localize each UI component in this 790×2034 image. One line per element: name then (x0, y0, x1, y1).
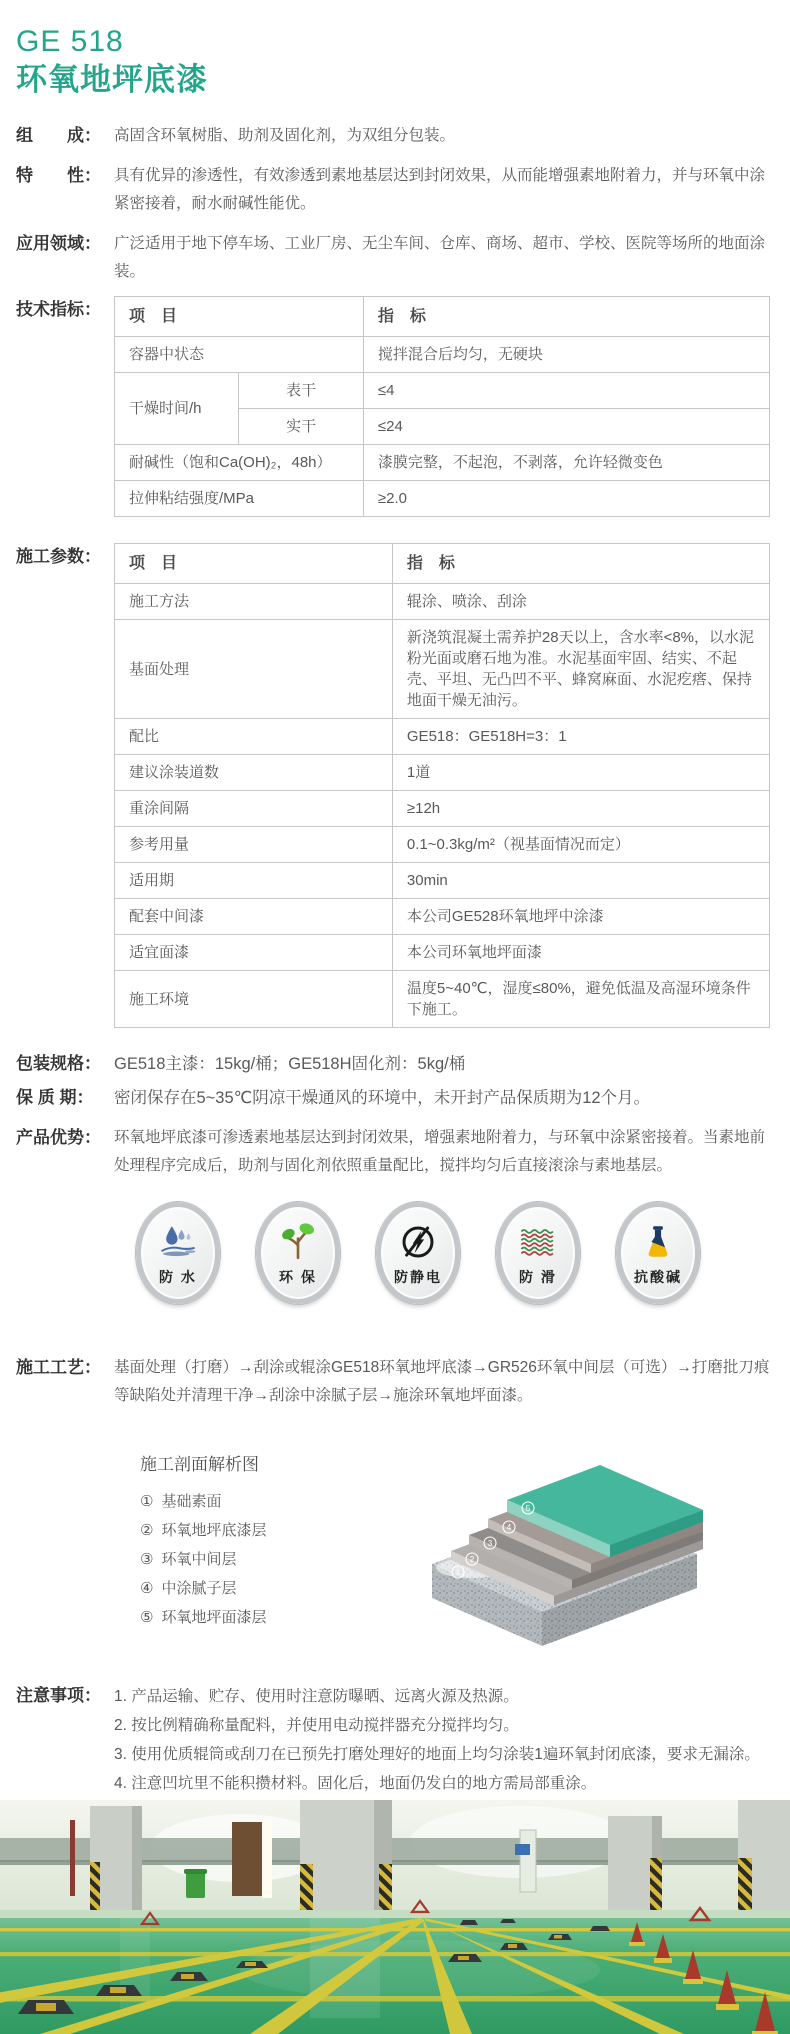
cell-spec: ≥2.0 (363, 481, 769, 517)
layer-number: ④ (140, 1580, 154, 1597)
table-row (115, 373, 770, 409)
table-row (115, 827, 770, 863)
cell-spec: ≥12h (392, 791, 769, 827)
badge-waterproof (136, 1202, 220, 1304)
cell-item: 配套中间漆 (115, 899, 393, 935)
table-row (115, 584, 770, 620)
cell-spec: GE518：GE518H=3：1 (392, 719, 769, 755)
badge-label: 抗酸碱 (634, 1269, 682, 1285)
construction-params-table (114, 543, 770, 1028)
shelf-life-label: 保 质 期： (16, 1088, 94, 1107)
page-title: 环氧地坪底漆 (16, 62, 208, 97)
list-item: 1. 产品运输、贮存、使用时注意防曝晒、远离火源及热源。 (114, 1688, 519, 1705)
table-row (115, 791, 770, 827)
cell-sub-item: 实干 (239, 409, 363, 445)
layer-label: 中涂腻子层 (161, 1580, 237, 1597)
anti-static-icon (397, 1221, 439, 1263)
applications-text: 广泛适用于地下停车场、工业厂房、无尘车间、仓库、商场、超市、学校、医院等场所的地面涂装。 (114, 235, 766, 280)
layer-number: ② (140, 1522, 154, 1539)
cell-item: 施工环境 (115, 971, 393, 1028)
layer-label: 环氧中间层 (161, 1551, 237, 1568)
layer-label: 基础素面 (161, 1493, 222, 1510)
marker-5: 5 (525, 1504, 531, 1513)
list-item (140, 1545, 350, 1574)
table-row (115, 935, 770, 971)
shelf-life-text: 密闭保存在5~35℃阴凉干燥通风的环境中，未开封产品保质期为12个月。 (114, 1089, 651, 1107)
layer-number: ① (140, 1493, 154, 1510)
layer-number: ⑤ (140, 1609, 154, 1626)
cell-item: 适用期 (115, 863, 393, 899)
cell-item: 耐碱性（饱和Ca(OH)₂，48h） (115, 445, 364, 481)
cell-item: 参考用量 (115, 827, 393, 863)
col-header-spec: 指 标 (363, 297, 769, 337)
cell-item: 基面处理 (115, 620, 393, 719)
floor-layers-diagram (414, 1456, 714, 1646)
advantages-label: 产品优势： (16, 1128, 101, 1147)
applications-label: 应用领域： (16, 234, 101, 253)
cell-spec: 漆膜完整，不起泡，不剥落，允许轻微变色 (363, 445, 769, 481)
tech-specs-table (114, 296, 770, 517)
construction-params-label: 施工参数： (16, 547, 101, 566)
packaging-text: GE518主漆：15kg/桶；GE518H固化剂：5kg/桶 (114, 1055, 466, 1073)
cell-item: 拉伸粘结强度/MPa (115, 481, 364, 517)
layer-label: 环氧地坪面漆层 (161, 1609, 267, 1626)
table-row (115, 481, 770, 517)
section-packaging (0, 1050, 790, 1078)
table-row (115, 297, 770, 337)
cell-item: 配比 (115, 719, 393, 755)
layer-number: ③ (140, 1551, 154, 1568)
cell-spec: 1道 (392, 755, 769, 791)
section-tech-specs (0, 296, 790, 517)
features-label: 特 性： (16, 166, 101, 185)
composition-text: 高固含环氧树脂、助剂及固化剂，为双组分包装。 (114, 127, 456, 144)
table-row (115, 863, 770, 899)
cell-spec: ≤24 (363, 409, 769, 445)
table-row (115, 719, 770, 755)
cell-spec: 30min (392, 863, 769, 899)
badge-label: 防静电 (394, 1269, 442, 1285)
table-row (115, 755, 770, 791)
cell-spec: 本公司环氧地坪面漆 (392, 935, 769, 971)
section-features (0, 162, 790, 218)
section-notes (0, 1682, 790, 1798)
table-row (115, 337, 770, 373)
product-model: GE 518 (16, 25, 124, 58)
list-item (140, 1603, 350, 1632)
parking-garage-photo (0, 1800, 790, 2034)
cell-item: 容器中状态 (115, 337, 364, 373)
cell-spec: ≤4 (363, 373, 769, 409)
tech-specs-label: 技术指标： (16, 300, 101, 319)
badge-anti-slip (496, 1202, 580, 1304)
cell-item: 适宜面漆 (115, 935, 393, 971)
composition-label: 组 成： (16, 126, 101, 145)
cell-spec: 0.1~0.3kg/m²（视基面情况而定） (392, 827, 769, 863)
table-row (115, 544, 770, 584)
anti-slip-waves-icon (517, 1221, 559, 1263)
section-process (0, 1354, 790, 1410)
list-item (140, 1574, 350, 1603)
cell-item: 建议涂装道数 (115, 755, 393, 791)
table-row (115, 620, 770, 719)
section-construction-params (0, 543, 790, 1028)
header (0, 0, 790, 100)
cell-item: 施工方法 (115, 584, 393, 620)
cell-spec: 辊涂、喷涂、刮涂 (392, 584, 769, 620)
badge-label: 防 滑 (519, 1269, 557, 1285)
layer-list (140, 1450, 350, 1632)
notes-label: 注意事项： (16, 1686, 101, 1705)
cell-spec: 温度5~40℃，湿度≤80%，避免低温及高湿环境条件下施工。 (392, 971, 769, 1028)
list-item: 3. 使用优质辊筒或刮刀在已预先打磨处理好的地面上均匀涂装1遍环氧封闭底漆，要求无漏涂。 (114, 1746, 760, 1763)
table-row (115, 445, 770, 481)
section-composition (0, 122, 790, 150)
marker-3: 3 (487, 1539, 493, 1548)
cell-item: 重涂间隔 (115, 791, 393, 827)
cell-item: 干燥时间/h (115, 373, 239, 445)
badge-acid-alkali (616, 1202, 700, 1304)
cell-spec: 新浇筑混凝土需养护28天以上，含水率<8%，以水泥粉光面或磨石地为准。水泥基面牢固、结实、不起壳、平坦、无凸凹不平、蜂窝麻面、水泥疙瘩、保持地面干燥无油污。 (392, 620, 769, 719)
section-advantages (0, 1124, 790, 1180)
section-shelf-life (0, 1084, 790, 1112)
process-text: 基面处理（打磨）→刮涂或辊涂GE518环氧地坪底漆→GR526环氧中间层（可选）→打磨批刀痕等缺陷处并清理干净→刮涂中涂腻子层→施涂环氧地坪面漆。 (114, 1359, 770, 1404)
features-text: 具有优异的渗透性，有效渗透到素地基层达到封闭效果，从而能增强素地附着力，并与环氧中涂紧密接着，耐水耐碱性能优。 (114, 167, 766, 212)
water-drops-icon (157, 1221, 199, 1263)
table-row (115, 899, 770, 935)
diagram-title: 施工剖面解析图 (140, 1455, 259, 1474)
col-header-item: 项 目 (115, 297, 364, 337)
cell-sub-item: 表干 (239, 373, 363, 409)
section-applications (0, 230, 790, 286)
cell-spec: 本公司GE528环氧地坪中涂漆 (392, 899, 769, 935)
badge-label: 防 水 (159, 1269, 197, 1285)
cell-spec: 搅拌混合后均匀，无硬块 (363, 337, 769, 373)
list-item (140, 1516, 350, 1545)
packaging-label: 包装规格： (16, 1054, 101, 1073)
list-item: 4. 注意凹坑里不能积攒材料。固化后，地面仍发白的地方需局部重涂。 (114, 1775, 597, 1792)
marker-4: 4 (506, 1523, 512, 1532)
feature-badges (136, 1202, 790, 1304)
marker-2: 2 (469, 1555, 475, 1564)
marker-1: 1 (455, 1568, 461, 1577)
layer-label: 环氧地坪底漆层 (161, 1522, 267, 1539)
eco-plant-icon (277, 1221, 319, 1263)
badge-eco (256, 1202, 340, 1304)
process-label: 施工工艺： (16, 1358, 101, 1377)
cross-section-block (0, 1450, 790, 1646)
col-header-spec: 指 标 (392, 544, 769, 584)
acid-alkali-flask-icon (637, 1221, 679, 1263)
col-header-item: 项 目 (115, 544, 393, 584)
badge-anti-static (376, 1202, 460, 1304)
table-row (115, 971, 770, 1028)
badge-label: 环 保 (279, 1269, 317, 1285)
list-item (140, 1487, 350, 1516)
advantages-text: 环氧地坪底漆可渗透素地基层达到封闭效果，增强素地附着力，与环氧中涂紧密接着。当素地前处理程序完成后，助剂与固化剂依照重量配比，搅拌均匀后直接滚涂与素地基层。 (114, 1129, 766, 1174)
list-item: 2. 按比例精确称量配料，并使用电动搅拌器充分搅拌均匀。 (114, 1717, 519, 1734)
